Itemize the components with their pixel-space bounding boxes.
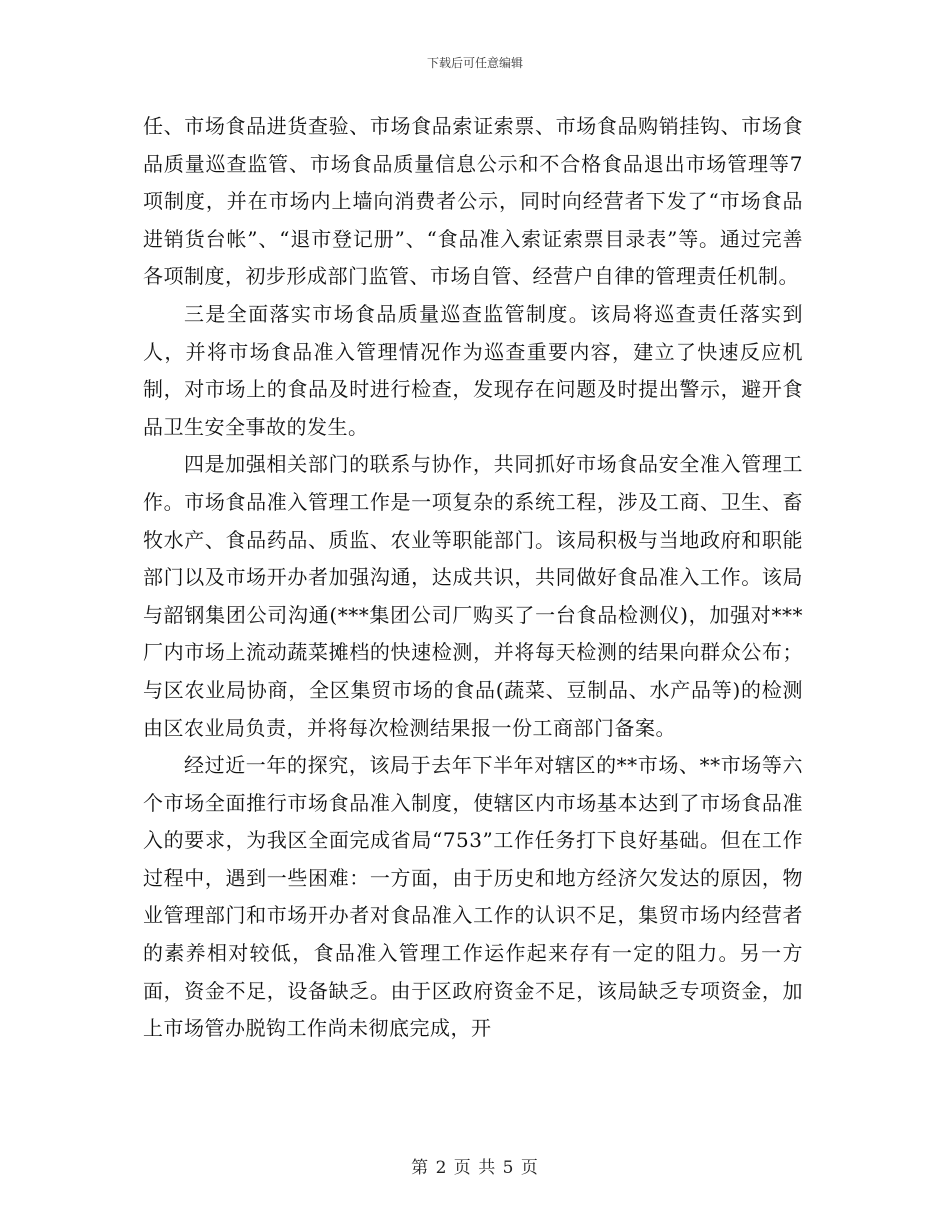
page-header: 下载后可任意编辑	[426, 56, 523, 70]
paragraph-cooperation: 四是加强相关部门的联系与协作，共同抓好市场食品安全准入管理工作。市场食品准入管理工作是一项复杂的系统工程，涉及工商、卫生、畜牧水产、食品药品、质监、农业等职能部门。该局积极与当地政府和职能部门以及市场开办者加强沟通，达成共识，共同做好食品准入工作。该局与韶钢集团公司沟通(***集团公司厂购买了一台食品检测仪)，加强对***厂内市场上流动蔬菜摊档的快速检测，并将每天检测的结果向群众公布；与区农业局协商，全区集贸市场的食品(蔬菜、豆制品、水产品等)的检测由区农业局负责，并将每次检测结果报一份工商部门备案。	[143, 452, 803, 740]
paragraph-results: 经过近一年的探究，该局于去年下半年对辖区的**市场、**市场等六个市场全面推行市场食品准入制度，使辖区内市场基本达到了市场食品准入的要求，为我区全面完成省局“753”工作任务打下良好基础。但在工作过程中，遇到一些困难：一方面，由于历史和地方经济欠发达的原因，物业管理部门和市场开办者对食品准入工作的认识不足，集贸市场内经营者的素养相对较低，食品准入管理工作运作起来存有一定的阻力。另一方面，资金不足，设备缺乏。由于区政府资金不足，该局缺乏专项资金，加上市场管办脱钩工作尚未彻底完成，开	[143, 753, 803, 1041]
page-number: 第 2 页 共 5 页	[411, 1158, 539, 1178]
document-body	[143, 108, 803, 1048]
paragraph-continuation: 任、市场食品进货查验、市场食品索证索票、市场食品购销挂钩、市场食品质量巡查监管、市场食品质量信息公示和不合格食品退出市场管理等7项制度，并在市场内上墙向消费者公示，同时向经营者下发了“市场食品进销货台帐”、“退市登记册”、“食品准入索证索票目录表”等。通过完善各项制度，初步形成部门监管、市场自管、经营户自律的管理责任机制。	[143, 114, 803, 289]
paragraph-inspection: 三是全面落实市场食品质量巡查监管制度。该局将巡查责任落实到人，并将市场食品准入管理情况作为巡查重要内容，建立了快速反应机制，对市场上的食品及时进行检查，发现存在问题及时提出警示，避开食品卫生安全事故的发生。	[143, 301, 803, 439]
